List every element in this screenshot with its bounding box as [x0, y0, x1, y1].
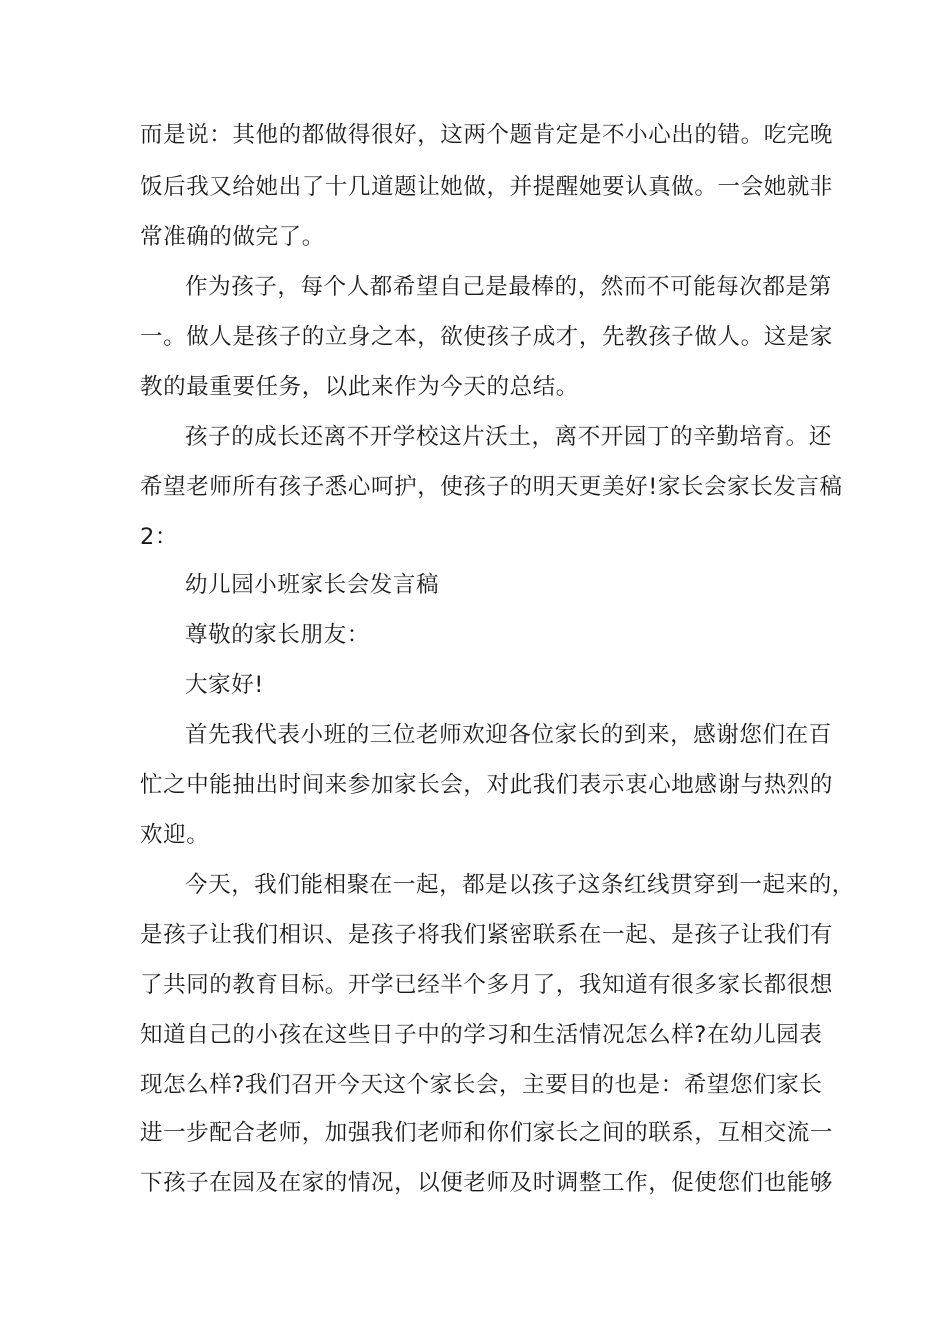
- text-line: 进一步配合老师，加强我们老师和你们家长之间的联系，互相交流一: [140, 1120, 834, 1146]
- text-line: 常准确的做完了。: [140, 224, 325, 250]
- text-line: 教的最重要任务，以此来作为今天的总结。: [140, 374, 579, 400]
- text-line: 忙之中能抽出时间来参加家长会，对此我们表示衷心地感谢与热烈的: [140, 772, 834, 798]
- text-line: 作为孩子，每个人都希望自己是最棒的，然而不可能每次都是第: [185, 274, 832, 300]
- greeting: 大家好!: [185, 672, 264, 698]
- text-line: 而是说：其他的都做得很好，这两个题肯定是不小心出的错。吃完晚: [140, 122, 834, 148]
- salutation: 尊敬的家长朋友：: [185, 622, 370, 648]
- text-line: 希望老师所有孩子悉心呵护，使孩子的明天更美好!家长会家长发言稿: [140, 474, 843, 500]
- text-line: 一。做人是孩子的立身之本，欲使孩子成才，先教孩子做人。这是家: [140, 324, 834, 350]
- text-line: 欢迎。: [140, 822, 210, 848]
- text-line: 孩子的成长还离不开学校这片沃土，离不开园丁的辛勤培育。还: [185, 424, 832, 450]
- text-line: 下孩子在园及在家的情况，以便老师及时调整工作，促使您们也能够: [140, 1170, 834, 1196]
- text-line: 现怎么样?我们召开今天这个家长会，主要目的也是：希望您们家长: [140, 1072, 823, 1098]
- text-line: 首先我代表小班的三位老师欢迎各位家长的到来，感谢您们在百: [185, 722, 832, 748]
- text-line: 了共同的教育目标。开学已经半个多月了，我知道有很多家长都很想: [140, 972, 834, 998]
- section-title: 幼儿园小班家长会发言稿: [185, 572, 440, 598]
- text-line: 饭后我又给她出了十几道题让她做，并提醒她要认真做。一会她就非: [140, 174, 834, 200]
- text-line: 知道自己的小孩在这些日子中的学习和生活情况怎么样?在幼儿园表: [140, 1022, 823, 1048]
- text-line: 是孩子让我们相识、是孩子将我们紧密联系在一起、是孩子让我们有: [140, 922, 834, 948]
- text-line: 2：: [140, 524, 179, 550]
- text-line: 今天，我们能相聚在一起，都是以孩子这条红线贯穿到一起来的，: [185, 872, 855, 898]
